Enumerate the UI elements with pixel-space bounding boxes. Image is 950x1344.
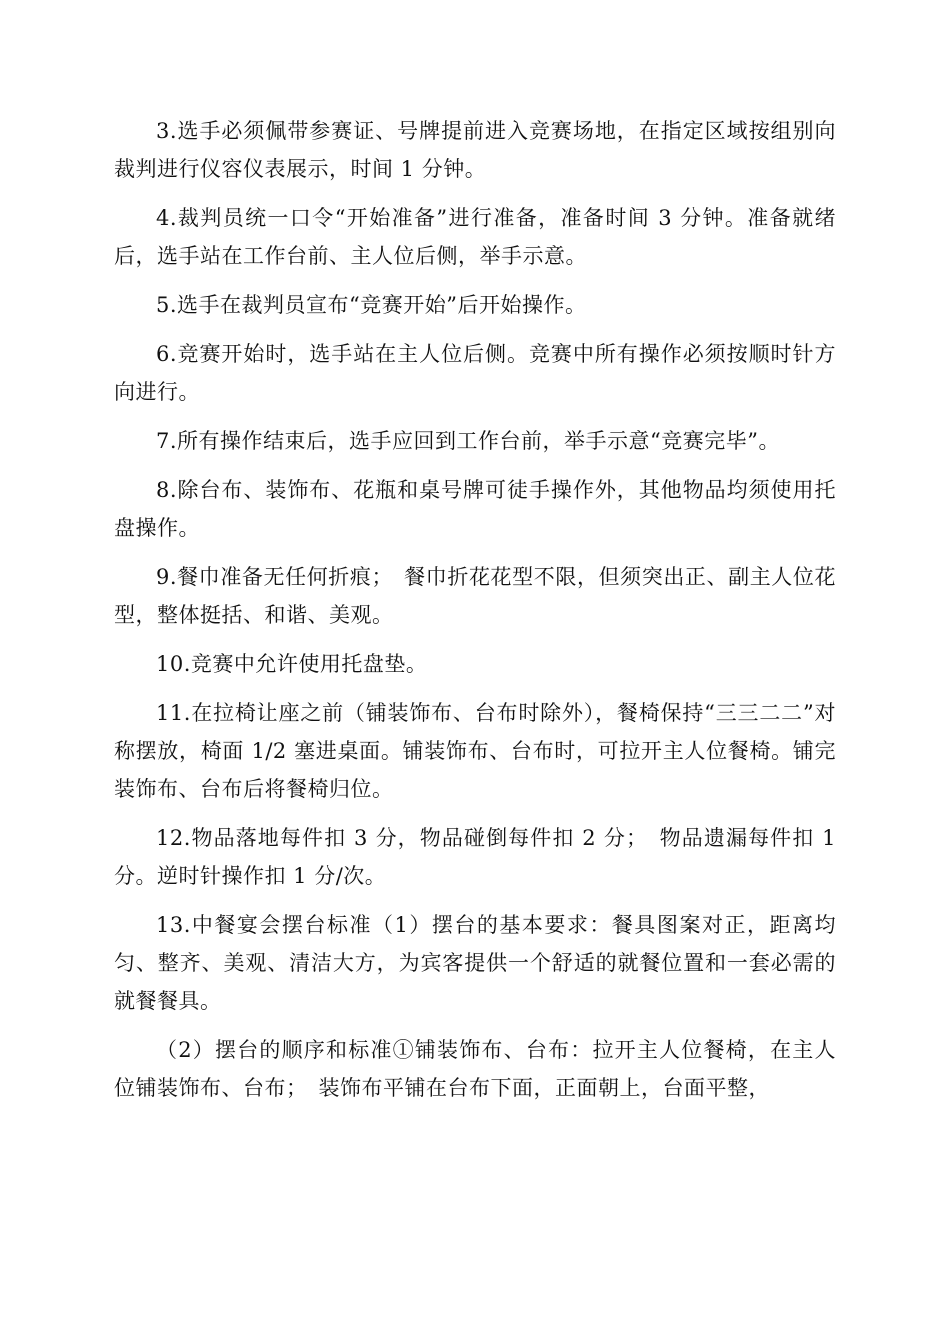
paragraph-rule-12: 12.物品落地每件扣 3 分，物品碰倒每件扣 2 分； 物品遗漏每件扣 1 分。逆时针操作扣 1 分/次。 [114, 826, 836, 888]
document-body [114, 112, 836, 1118]
paragraph-rule-7: 7.所有操作结束后，选手应回到工作台前，举手示意“竞赛完毕”。 [156, 429, 781, 453]
paragraph-rule-5: 5.选手在裁判员宣布“竞赛开始”后开始操作。 [156, 293, 587, 317]
paragraph-rule-13-sub-2: （2）摆台的顺序和标准①铺装饰布、台布：拉开主人位餐椅，在主人位铺装饰布、台布； 装饰布平铺在台布下面，正面朝上，台面平整， [114, 1038, 836, 1100]
paragraph-rule-4: 4.裁判员统一口令“开始准备”进行准备，准备时间 3 分钟。准备就绪后，选手站在工作台前、主人位后侧，举手示意。 [114, 206, 836, 268]
paragraph-rule-6: 6.竞赛开始时，选手站在主人位后侧。竞赛中所有操作必须按顺时针方向进行。 [114, 342, 836, 404]
paragraph-rule-9: 9.餐巾准备无任何折痕； 餐巾折花花型不限，但须突出正、副主人位花型，整体挺括、和谐、美观。 [114, 565, 836, 627]
paragraph-rule-13: 13.中餐宴会摆台标准（1）摆台的基本要求：餐具图案对正，距离均匀、整齐、美观、清洁大方，为宾客提供一个舒适的就餐位置和一套必需的就餐餐具。 [114, 913, 836, 1013]
paragraph-rule-3: 3.选手必须佩带参赛证、号牌提前进入竞赛场地，在指定区域按组别向裁判进行仪容仪表展示，时间 1 分钟。 [114, 119, 836, 181]
paragraph-rule-10: 10.竞赛中允许使用托盘垫。 [156, 652, 428, 676]
paragraph-rule-8: 8.除台布、装饰布、花瓶和桌号牌可徒手操作外，其他物品均须使用托盘操作。 [114, 478, 836, 540]
paragraph-rule-11: 11.在拉椅让座之前（铺装饰布、台布时除外），餐椅保持“三三二二”对称摆放，椅面 1/2 塞进桌面。铺装饰布、台布时，可拉开主人位餐椅。铺完装饰布、台布后将餐椅归位。 [114, 701, 836, 801]
